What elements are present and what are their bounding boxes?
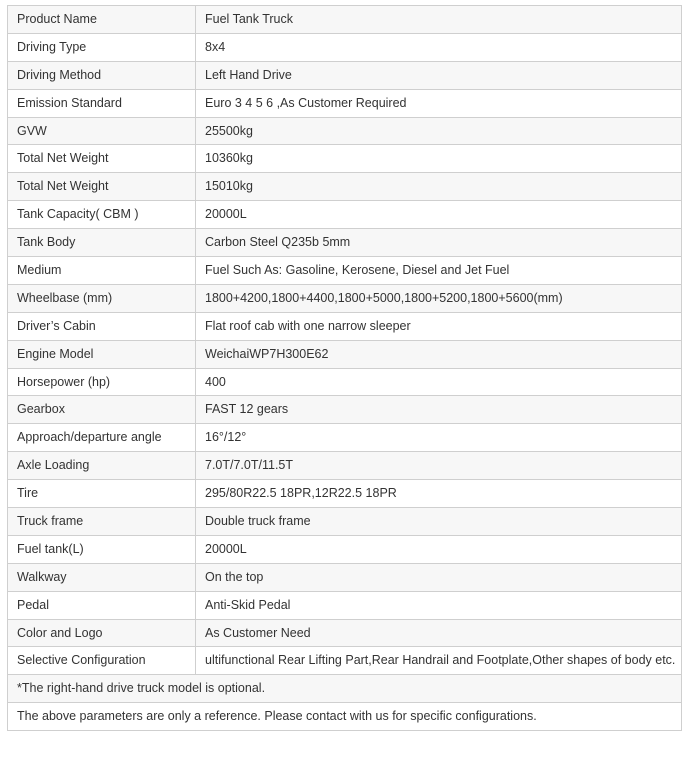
table-row [8, 480, 682, 508]
reference-disclaimer-note: The above parameters are only a reference. Please contact with us for specific configurations. [8, 703, 682, 731]
spec-value: 25500kg [196, 117, 682, 145]
spec-label: Engine Model [8, 340, 196, 368]
table-row [8, 145, 682, 173]
spec-value: 20000L [196, 201, 682, 229]
spec-label: Tire [8, 480, 196, 508]
spec-value: Carbon Steel Q235b 5mm [196, 229, 682, 257]
table-row [8, 452, 682, 480]
spec-label: Color and Logo [8, 619, 196, 647]
table-row [8, 396, 682, 424]
table-row [8, 591, 682, 619]
table-row [8, 117, 682, 145]
spec-value: Fuel Such As: Gasoline, Kerosene, Diesel and Jet Fuel [196, 257, 682, 285]
table-row [8, 619, 682, 647]
spec-label: Gearbox [8, 396, 196, 424]
spec-label: Driving Type [8, 33, 196, 61]
spec-label: Selective Configuration [8, 647, 196, 675]
table-row [8, 368, 682, 396]
spec-label: Approach/departure angle [8, 424, 196, 452]
spec-value: 16°/12° [196, 424, 682, 452]
spec-value: 1800+4200,1800+4400,1800+5000,1800+5200,1800+5600(mm) [196, 284, 682, 312]
table-row [8, 173, 682, 201]
table-row [8, 563, 682, 591]
spec-label: GVW [8, 117, 196, 145]
spec-label: Axle Loading [8, 452, 196, 480]
table-row [8, 508, 682, 536]
spec-value: 400 [196, 368, 682, 396]
table-row [8, 6, 682, 34]
table-row [8, 33, 682, 61]
spec-label: Fuel tank(L) [8, 535, 196, 563]
spec-value: WeichaiWP7H300E62 [196, 340, 682, 368]
spec-value: 7.0T/7.0T/11.5T [196, 452, 682, 480]
right-hand-drive-note: *The right-hand drive truck model is optional. [8, 675, 682, 703]
spec-table-body [8, 6, 682, 731]
spec-label: Tank Body [8, 229, 196, 257]
spec-value: 15010kg [196, 173, 682, 201]
spec-value: Double truck frame [196, 508, 682, 536]
spec-label: Total Net Weight [8, 173, 196, 201]
spec-value: 10360kg [196, 145, 682, 173]
note-row [8, 675, 682, 703]
spec-label: Pedal [8, 591, 196, 619]
table-row [8, 284, 682, 312]
spec-value: Fuel Tank Truck [196, 6, 682, 34]
table-row [8, 312, 682, 340]
table-row [8, 229, 682, 257]
spec-value: 8x4 [196, 33, 682, 61]
spec-label: Emission Standard [8, 89, 196, 117]
table-row [8, 340, 682, 368]
spec-label: Product Name [8, 6, 196, 34]
table-row [8, 61, 682, 89]
spec-label: Medium [8, 257, 196, 285]
spec-label: Walkway [8, 563, 196, 591]
spec-value: 295/80R22.5 18PR,12R22.5 18PR [196, 480, 682, 508]
spec-value: Left Hand Drive [196, 61, 682, 89]
table-row [8, 89, 682, 117]
spec-value: Anti-Skid Pedal [196, 591, 682, 619]
spec-label: Wheelbase (mm) [8, 284, 196, 312]
spec-value: On the top [196, 563, 682, 591]
table-row [8, 535, 682, 563]
spec-value: As Customer Need [196, 619, 682, 647]
table-row [8, 257, 682, 285]
spec-value: Flat roof cab with one narrow sleeper [196, 312, 682, 340]
spec-label: Driver’s Cabin [8, 312, 196, 340]
note-row [8, 703, 682, 731]
table-row [8, 201, 682, 229]
spec-value: ultifunctional Rear Lifting Part,Rear Handrail and Footplate,Other shapes of body etc. [196, 647, 682, 675]
table-row [8, 424, 682, 452]
spec-value: FAST 12 gears [196, 396, 682, 424]
spec-value: Euro 3 4 5 6 ,As Customer Required [196, 89, 682, 117]
table-row [8, 647, 682, 675]
spec-label: Tank Capacity( CBM ) [8, 201, 196, 229]
spec-table [7, 5, 682, 731]
spec-value: 20000L [196, 535, 682, 563]
spec-label: Total Net Weight [8, 145, 196, 173]
spec-label: Horsepower (hp) [8, 368, 196, 396]
spec-label: Driving Method [8, 61, 196, 89]
spec-label: Truck frame [8, 508, 196, 536]
